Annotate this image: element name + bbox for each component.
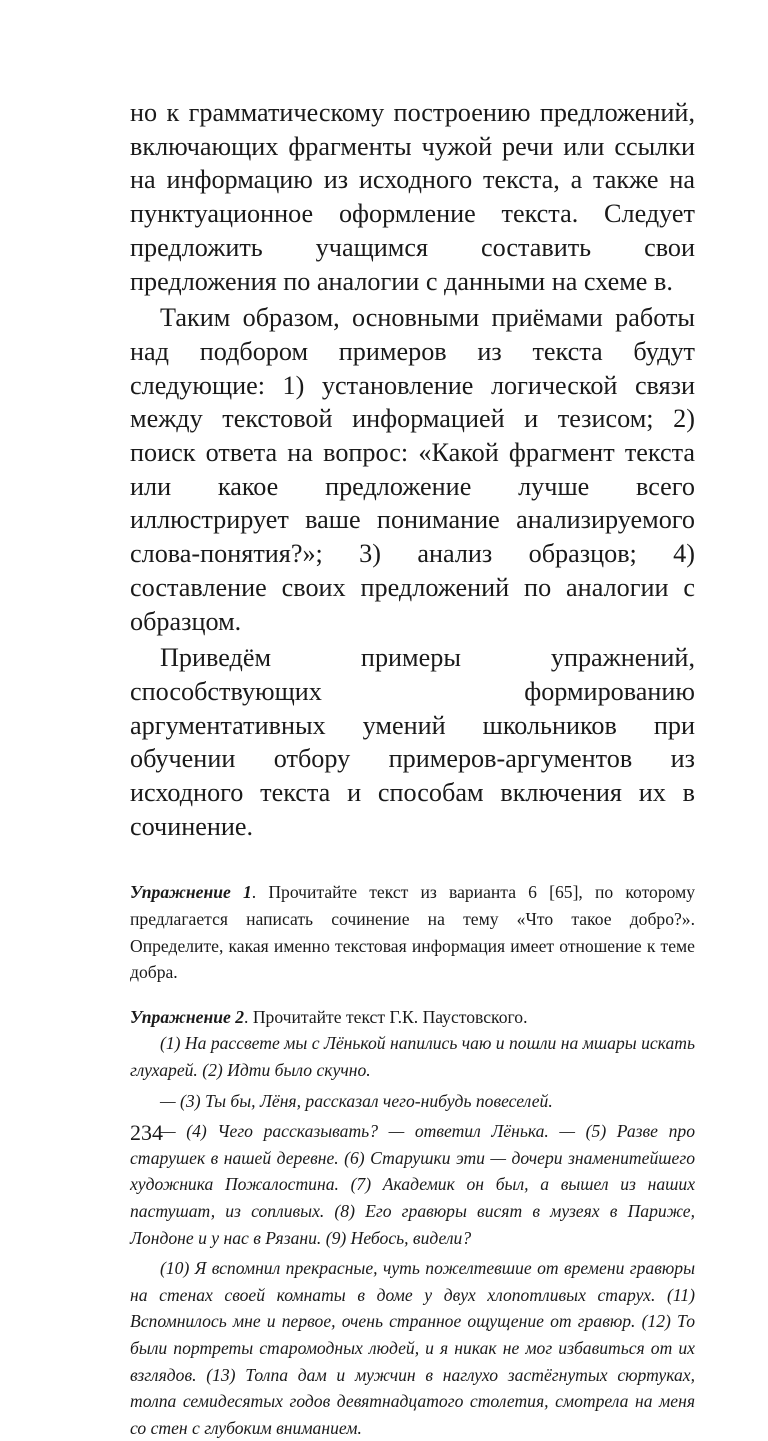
exercise-label: Упражнение 1 — [130, 882, 252, 903]
main-text — [130, 96, 695, 843]
excerpt-paragraph: — (4) Чего рассказывать? — ответил Лёнька. — (5) Разве про старушек в нашей деревне. (6) Старушки эти — дочери знаменитейшего художника Пожалостина. (7) Академик он был, а вышел из наших пастушат, из сопливых. (8) Его гравюры висят в музеях в Париже, Лондоне и у нас в Рязани. (9) Небось, видели? — [130, 1121, 695, 1248]
exercise-text: . Прочитайте текст Г.К. Паустовского. — [244, 1006, 528, 1027]
exercise-label: Упражнение 2 — [130, 1006, 245, 1027]
page-number: 234 — [130, 1120, 163, 1145]
page-content — [130, 96, 695, 1441]
exercise-2 — [130, 1004, 695, 1031]
paragraph: но к грамматическому построению предложений, включающих фрагменты чужой речи или ссылки на информацию из исходного текста, а также на пунктуационное оформление текста. Следует предложить учащимся составить свои предложения по аналогии с данными на схеме в. — [130, 98, 695, 296]
excerpt-paragraph: (10) Я вспомнил прекрасные, чуть пожелтевшие от времени гравюры на стенах своей комнаты в доме у двух хлопотливых старух. (11) Вспомнилось мне и первое, очень странное ощущение от гравюр. (12) То были портреты старомодных людей, и я никак не мог избавиться от их взглядов. (13) Толпа дам и мужчин в наглухо застёгнутых сюртуках, толпа семидесятых годов девятнадцатого столетия, смотрела на меня со стен с глубоким вниманием. — [130, 1258, 695, 1438]
paragraph: Приведём примеры упражнений, способствующих формированию аргументативных умений школьников при обучении отбору примеров-аргументов из исходного текста и способам включения их в сочинение. — [130, 643, 695, 841]
exercise-text: . Прочитайте текст из варианта 6 [65], по которому предлагается написать сочинение на тему «Что такое добро?». Определите, какая именно текстовая информация имеет отношение к теме добра. — [130, 882, 696, 983]
excerpt-paragraph: — (3) Ты бы, Лёня, рассказал чего-нибудь повеселей. — [160, 1090, 553, 1111]
exercise-1 — [130, 879, 695, 985]
exercises-section — [130, 879, 695, 1441]
excerpt-paragraph: (1) На рассвете мы с Лёнькой напились чаю и пошли на мшары искать глухарей. (2) Идти было скучно. — [130, 1033, 695, 1081]
paragraph: Таким образом, основными приёмами работы над подбором примеров из текста будут следующие: 1) установление логической связи между текстовой информацией и тезисом; 2) поиск ответа на вопрос: «Какой фрагмент текста или какое предложение лучше всего иллюстрирует ваше понимание анализируемого слова-понятия?»; 3) анализ образцов; 4) составление своих предложений по аналогии с образцом. — [130, 303, 695, 636]
